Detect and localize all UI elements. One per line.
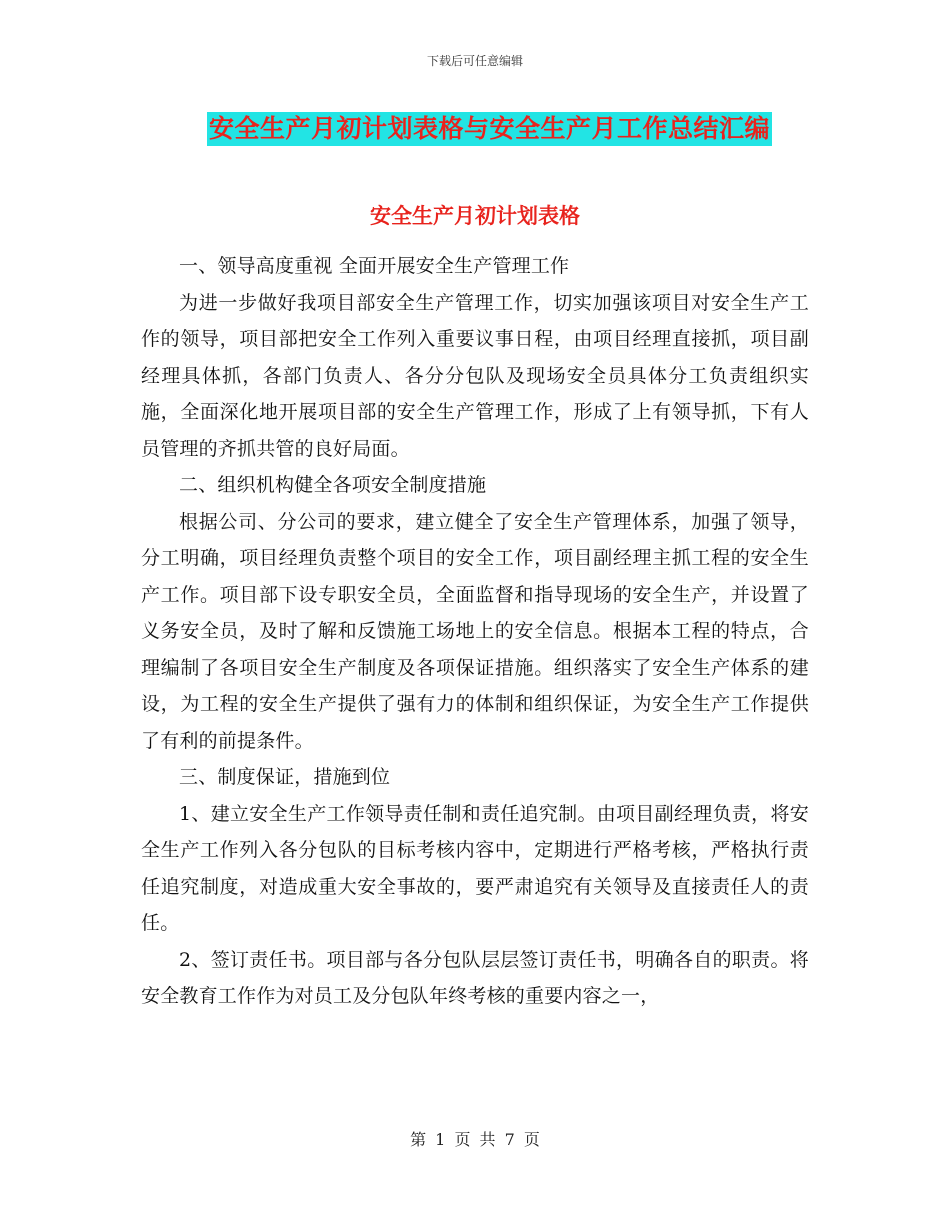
- body-paragraph-2: 根据公司、分公司的要求，建立健全了安全生产管理体系，加强了领导，分工明确，项目经理负责整个项目的安全工作，项目副经理主抓工程的安全生产工作。项目部下设专职安全员，全面监督和指导现场的安全生产，并设置了义务安全员，及时了解和反馈施工场地上的安全信息。根据本工程的特点，合理编制了各项目安全生产制度及各项保证措施。组织落实了安全生产体系的建设，为工程的安全生产提供了强有力的体制和组织保证，为安全生产工作提供了有利的前提条件。: [141, 510, 809, 752]
- header-note: 下载后可任意编辑: [426, 54, 523, 68]
- body-paragraph-1: 为进一步做好我项目部安全生产管理工作，切实加强该项目对安全生产工作的领导，项目部把安全工作列入重要议事日程，由项目经理直接抓，项目副经理具体抓，各部门负责人、各分分包队及现场安全员具体分工负责组织实施，全面深化地开展项目部的安全生产管理工作，形成了上有领导抓，下有人员管理的齐抓共管的良好局面。: [141, 291, 809, 460]
- page-number-footer: 第 1 页 共 7 页: [410, 1130, 540, 1149]
- body-paragraph-3: 1、建立安全生产工作领导责任制和责任追究制。由项目副经理负责，将安全生产工作列入各分包队的目标考核内容中，定期进行严格考核，严格执行责任追究制度，对造成重大安全事故的，要严肃追究有关领导及直接责任人的责任。: [141, 802, 809, 934]
- document-body: [141, 248, 809, 1015]
- body-heading-1: 一、领导高度重视 全面开展安全生产管理工作: [179, 255, 570, 277]
- document-title: 安全生产月初计划表格与安全生产月工作总结汇编: [207, 112, 772, 146]
- body-heading-2: 二、组织机构健全各项安全制度措施: [179, 474, 487, 496]
- body-paragraph-4: 2、签订责任书。项目部与各分包队层层签订责任书，明确各自的职责。将安全教育工作作为对员工及分包队年终考核的重要内容之一，: [141, 948, 809, 1007]
- body-heading-3: 三、制度保证，措施到位: [179, 766, 391, 788]
- section-title: 安全生产月初计划表格: [370, 204, 580, 228]
